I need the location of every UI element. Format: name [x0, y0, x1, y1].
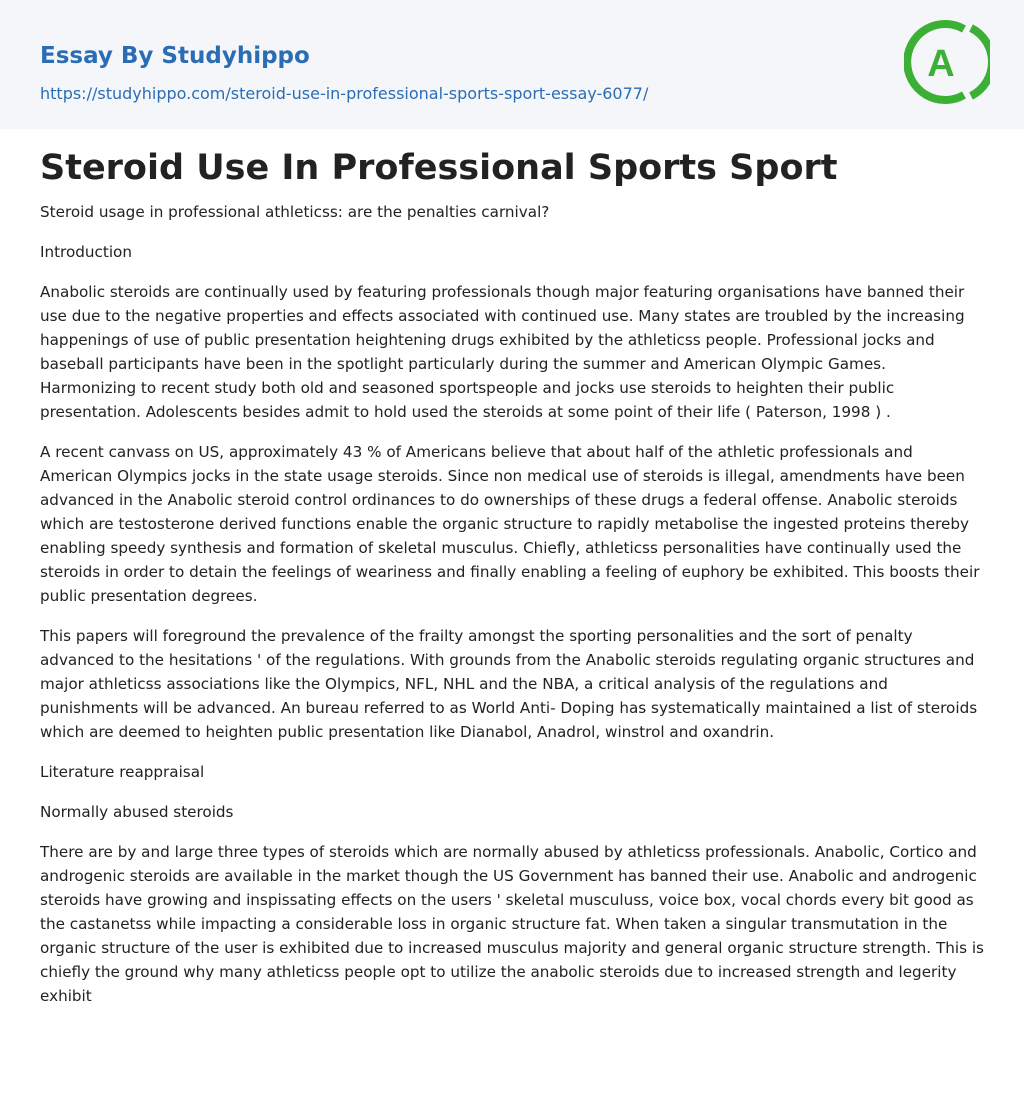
article-paragraph: Anabolic steroids are continually used by featuring professionals though major featuring organisations have banned their use due to the negative properties and effects associated with continued use. Many states are troubled by the increasing happenings of use of public presentation heightening drugs exhibited by the athleticss people. Professional jocks and baseball participants have been in the spotlight particularly during the summer and American Olympic Games. Harmonizing to recent study both old and seasoned sportspeople and jocks use steroids to heighten their public presentation. Adolescents besides admit to hold used the steroids at some point of their life ( Paterson, 1998 ) .	[40, 283, 965, 421]
site-header	[0, 0, 1024, 129]
article-paragraph: A recent canvass on US, approximately 43 % of Americans believe that about half of the athletic professionals and American Olympics jocks in the state usage steroids. Since non medical use of steroids is illegal, amendments have been advanced in the Anabolic steroid control ordinances to do ownerships of these drugs a federal offense. Anabolic steroids which are testosterone derived functions enable the organic structure to rapidly metabolise the ingested proteins thereby enabling speedy synthesis and formation of skeletal musculus. Chiefly, athleticss personalities have continually used the steroids in order to detain the feelings of weariness and finally enabling a feeling of euphory be exhibited. This boosts their public presentation degrees.	[40, 443, 980, 605]
section-heading-literature: Literature reappraisal	[40, 763, 205, 781]
article-paragraph: There are by and large three types of steroids which are normally abused by athleticss professionals. Anabolic, Cortico and androgenic steroids are available in the market though the US Government has banned their use. Anabolic and androgenic steroids have growing and inspissating effects on the users ' skeletal musculuss, voice box, vocal chords every bit good as the castanetss while impacting a considerable loss in organic structure fat. When taken a singular transmutation in the organic structure of the user is exhibited due to increased musculus majority and general organic structure strength. This is chiefly the ground why many athleticss people opt to utilize the anabolic steroids due to increased strength and legerity exhibit	[40, 843, 984, 1005]
article-paragraph: Steroid usage in professional athleticss: are the penalties carnival?	[40, 203, 550, 221]
section-heading-introduction: Introduction	[40, 243, 132, 261]
article-paragraph: This papers will foreground the prevalence of the frailty amongst the sporting personalities and the sort of penalty advanced to the hesitations ' of the regulations. With grounds from the Anabolic steroids regulating organic structures and major athleticss associations like the Olympics, NFL, NHL and the NBA, a critical analysis of the regulations and punishments will be advanced. An bureau referred to as World Anti- Doping has systematically maintained a list of steroids which are deemed to heighten public presentation like Dianabol, Anadrol, winstrol and oxandrin.	[40, 627, 978, 741]
site-brand[interactable]: Essay By Studyhippo	[40, 43, 310, 69]
article-content	[40, 140, 984, 1024]
studyhippo-logo-icon[interactable]	[904, 18, 990, 106]
article-title: Steroid Use In Professional Sports Sport	[40, 148, 838, 188]
section-heading-abused-steroids: Normally abused steroids	[40, 803, 234, 821]
logo-letter: A	[927, 43, 955, 85]
article-url-link[interactable]: https://studyhippo.com/steroid-use-in-professional-sports-sport-essay-6077/	[40, 84, 649, 103]
